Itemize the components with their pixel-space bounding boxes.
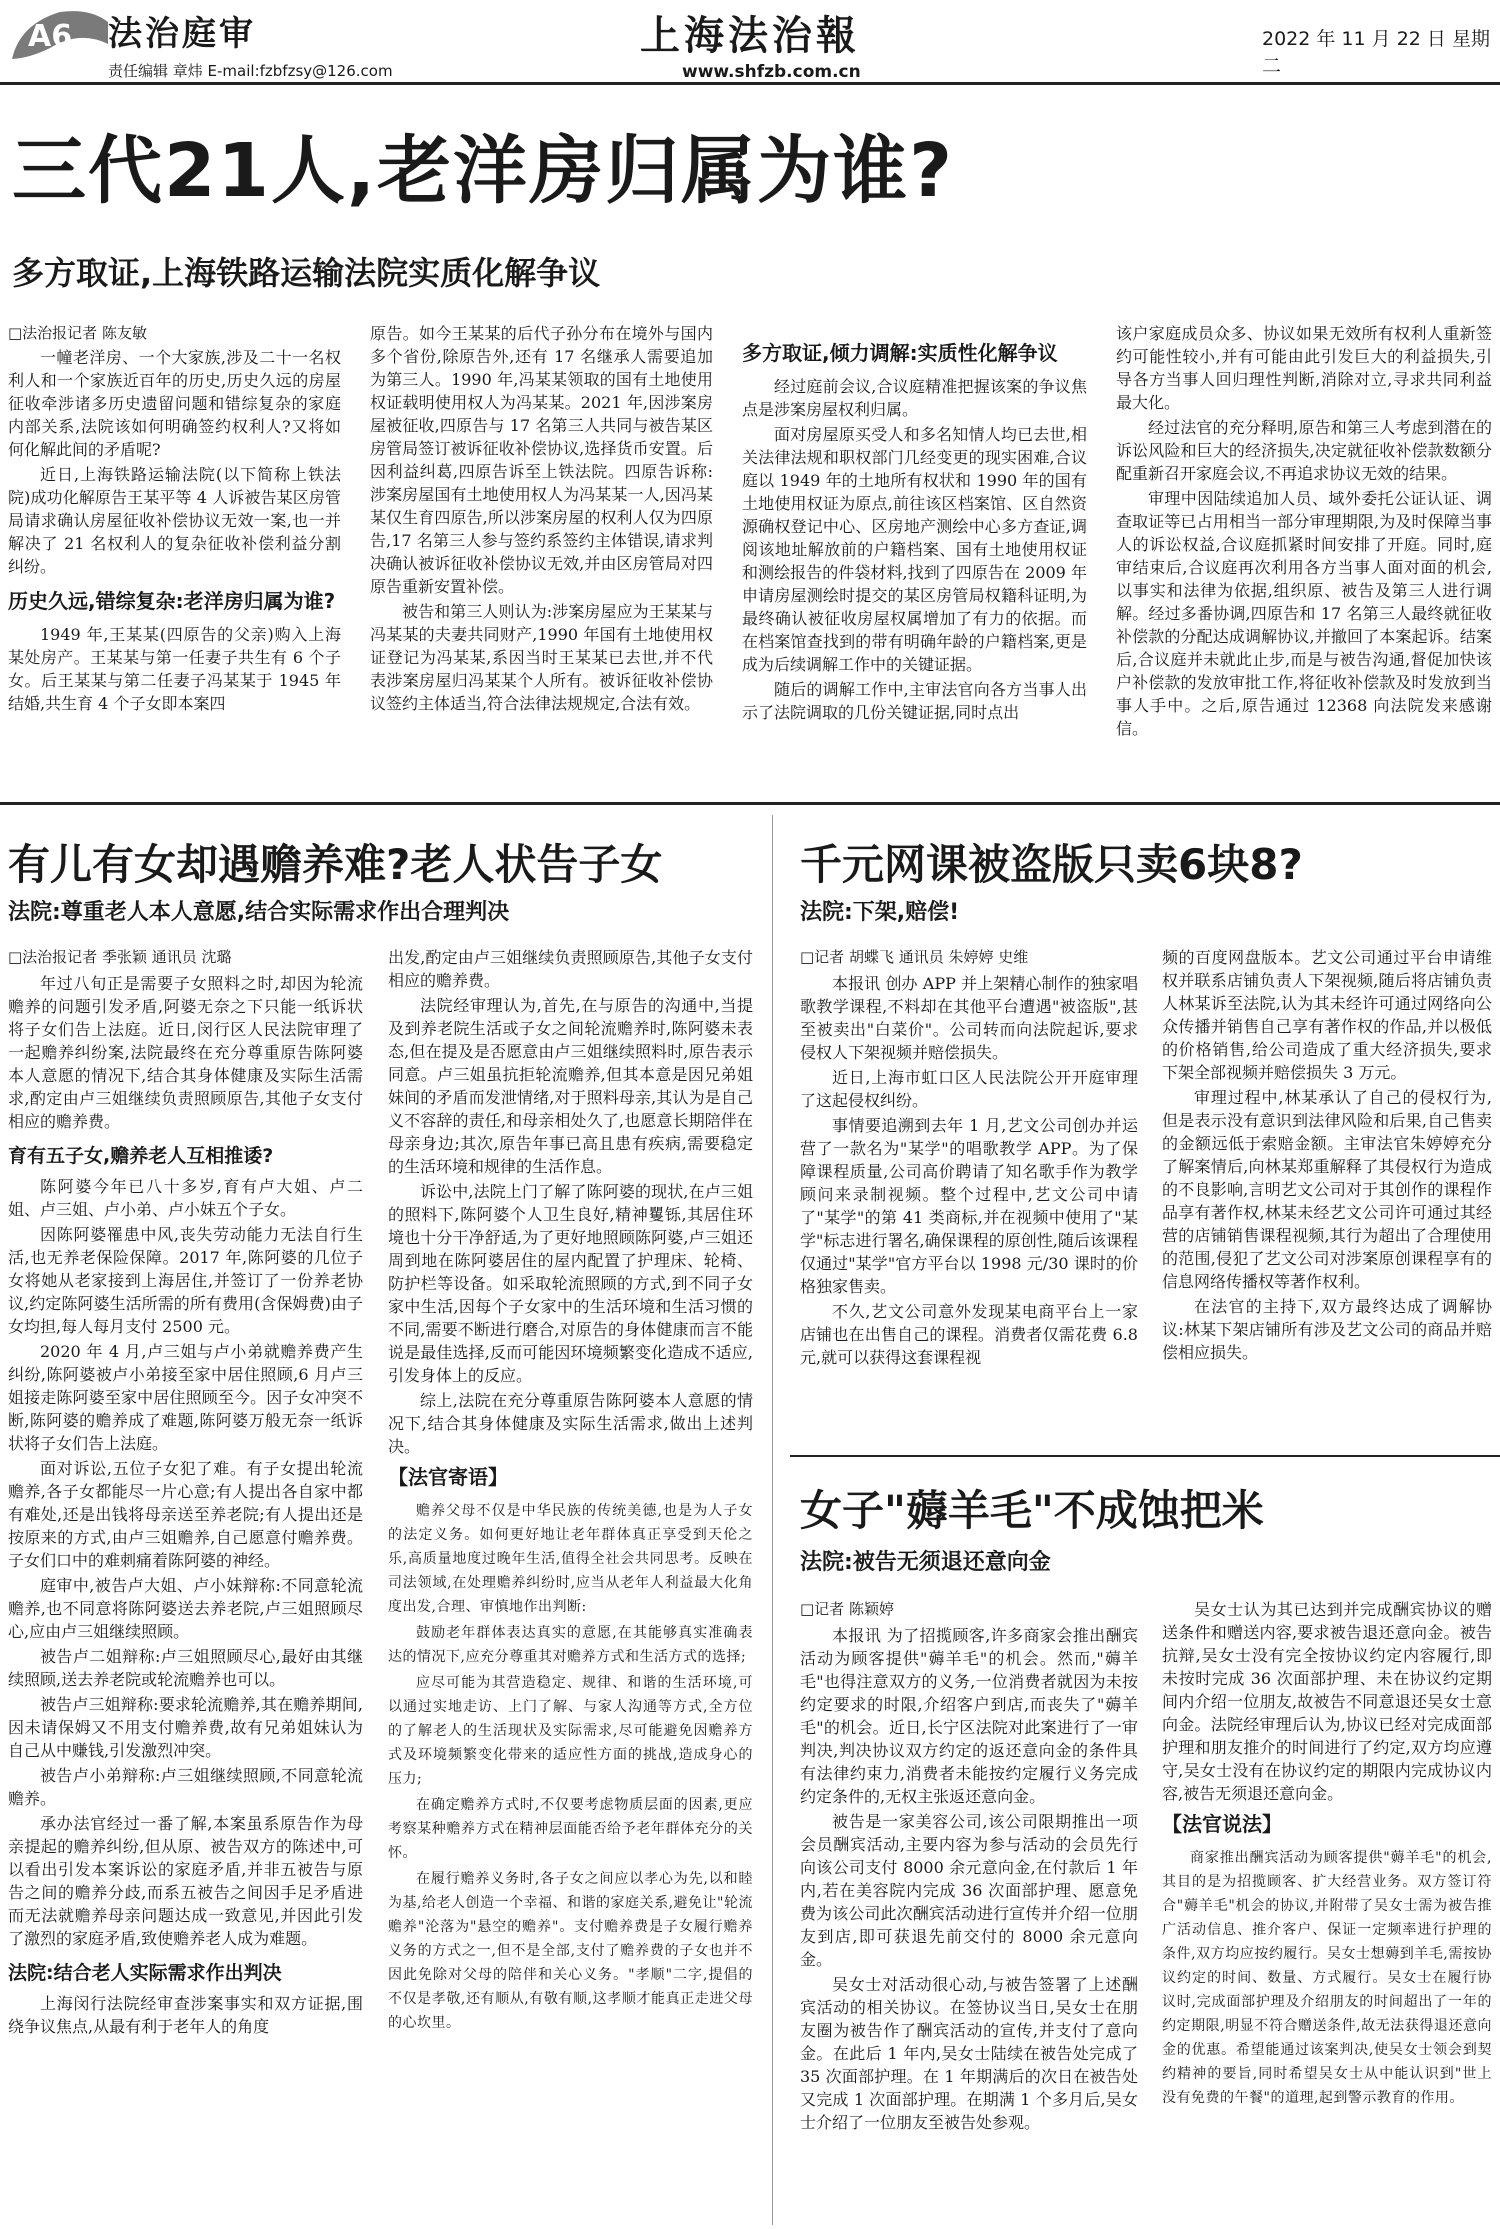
- article3-column-2: [1162, 946, 1492, 1442]
- article4-column-2: [1162, 1598, 1492, 2224]
- article4-byline: □记者 陈颖婷: [800, 1600, 894, 1618]
- paragraph: 年过八旬正是需要子女照料之时,却因为轮流赡养的问题引发矛盾,阿婆无奈之下只能一纸诉状将子女们告上法庭。近日,闵行区人民法院审理了一起赡养纠纷案,法院最终在充分尊重原告陈阿婆本人意愿的情况下,结合其身体健康及实际生活需求,酌定由卢三姐继续负责照顾原告,其他子女支付相应的赡养费。: [8, 974, 363, 1131]
- paragraph: 吴女士对活动很心动,与被告签署了上述酬宾活动的相关协议。在签协议当日,吴女士在朋友圈为被告作了酬宾活动的宣传,并支付了意向金。在此后 1 年内,吴女士陆续在被告处完成了 35 次面部护理。在 1 年期满后的次日在被告处又完成 1 次面部护理。在期满 1 个多月后,吴女士介绍了一位朋友至被告处参观。: [800, 1975, 1138, 2132]
- paragraph: 承办法官经过一番了解,本案虽系原告作为母亲提起的赡养纠纷,但从原、被告双方的陈述中,可以看出引发本案诉讼的家庭矛盾,并非五被告与原告之间的赡养分歧,而系五被告之间因手足矛盾进而无法就赡养母亲问题达成一致意见,并因此引发了激烈的家庭矛盾,致使赡养老人成为难题。: [8, 1814, 363, 1948]
- paragraph: 商家推出酬宾活动为顾客提供"薅羊毛"的机会,其目的是为招揽顾客、扩大经营业务。双方签订符合"薅羊毛"机会的协议,并附带了吴女士需为被告推广活动信息、推介客户、保证一定频率进行护理的条件,双方均应按约履行。吴女士想薅到羊毛,需按协议约定的时间、数量、方式履行。吴女士在履行协议时,完成面部护理及介绍朋友的时间超出了一年的约定期限,明显不符合赠送条件,故无法获得退还意向金的优惠。希望能通过该案判决,使吴女士领会到契约精神的要旨,同时希望吴女士从中能认识到"世上没有免费的午餐"的道理,起到警示教育的作用。: [1162, 1850, 1492, 2106]
- section-badge: [10, 4, 110, 64]
- paragraph: 被告卢二姐辩称:卢三姐照顾尽心,最好由其继续照顾,送去养老院或轮流赡养也可以。: [8, 1647, 363, 1689]
- paragraph: 1949 年,王某某(四原告的父亲)购入上海某处房产。王某某与第一任妻子共生有 6 个子女。后王某某与第二任妻子冯某某于 1945 年结婚,共生育 4 个子女即本案四: [8, 625, 341, 713]
- paragraph: 庭审中,被告卢大姐、卢小妹辩称:不同意轮流赡养,也不同意将陈阿婆送去养老院,卢三姐照顾尽心,应由卢三姐继续照顾。: [8, 1576, 363, 1641]
- article1-column-3: [742, 330, 1087, 792]
- header-rule: [0, 82, 1500, 85]
- paragraph: 被告卢三姐辩称:要求轮流赡养,其在赡养期间,因未请保姆又不用支付赡养费,故有兄弟姐妹认为自己从中赚钱,引发激烈冲突。: [8, 1695, 363, 1760]
- column-divider: [772, 815, 773, 2225]
- paragraph: 因陈阿婆罹患中风,丧失劳动能力无法自行生活,也无养老保险保障。2017 年,陈阿婆的几位子女将她从老家接到上海居住,并签订了一份养老协议,约定陈阿婆生活所需的所有费用(含保姆费)由子女均担,每人每月支付 2500 元。: [8, 1225, 363, 1336]
- article1-column-4: [1116, 322, 1492, 792]
- article2-column-1: [8, 972, 363, 2222]
- newspaper-masthead: 上海法治報: [640, 12, 860, 59]
- paragraph: 吴女士认为其已达到并完成酬宾协议的赠送条件和赠送内容,要求被告退还意向金。被告抗辩,吴女士没有完全按协议约定内容履行,即未按时完成 36 次面部护理、未在协议约定期间内介绍一位朋友,故被告不同意退还吴女士意向金。法院经审理后认为,协议已经对完成面部护理和朋友推介的时间进行了约定,双方均应遵守,吴女士没有在协议约定的期限内完成协议内容,被告无须退还意向金。: [1162, 1600, 1492, 1803]
- paragraph: 综上,法院在充分尊重原告陈阿婆本人意愿的情况下,结合其身体健康及实际生活需求,做出上述判决。: [388, 1391, 753, 1456]
- paragraph: 一幢老洋房、一个大家族,涉及二十一名权利人和一个家族近百年的历史,历史久远的房屋征收牵涉诸多历史遗留问题和错综复杂的家庭内部关系,法院该如何明确签约权利人?又将如何化解此间的矛盾呢?: [8, 348, 341, 459]
- article4-column-1: [800, 1624, 1138, 2224]
- paragraph: 该户家庭成员众多、协议如果无效所有权利人重新签约可能性较小,并有可能由此引发巨大的利益损失,引导各方当事人回归理性判断,消除对立,寻求共同利益最大化。: [1116, 324, 1492, 412]
- paragraph: 审理过程中,林某承认了自己的侵权行为,但是表示没有意识到法律风险和后果,自己售卖的金额远低于索赔金额。主审法官朱婷婷充分了解案情后,向林某郑重解释了其侵权行为造成的不良影响,言明艺文公司对于其创作的课程作品享有著作权,林某未经艺文公司许可通过其经营的店铺销售课程视频,其行为超出了合理使用的范围,侵犯了艺文公司对涉案原创课程享有的信息网络传播权等著作权利。: [1162, 1088, 1492, 1291]
- paragraph: 在确定赡养方式时,不仅要考虑物质层面的因素,更应考察某种赡养方式在精神层面能否给予老年群体充分的关怀。: [388, 1797, 753, 1861]
- article3-column-1: [800, 972, 1138, 1442]
- paragraph: 频的百度网盘版本。艺文公司通过平台申请维权并联系店铺负责人下架视频,随后将店铺负责人林某诉至法院,认为其未经许可通过网络向公众传播并销售自己享有著作权的作品,并以极低的价格销售,给公司造成了重大经济损失,要求下架全部视频并赔偿损失 3 万元。: [1162, 948, 1492, 1082]
- paragraph: 赡养父母不仅是中华民族的传统美德,也是为人子女的法定义务。如何更好地让老年群体真正享受到天伦之乐,高质量地度过晚年生活,值得全社会共同思考。反映在司法领域,在处理赡养纠纷时,应当从老年人利益最大化角度出发,合理、审慎地作出判断:: [388, 1503, 753, 1615]
- paragraph: 本报讯 为了招揽顾客,许多商家会推出酬宾活动为顾客提供"薅羊毛"的机会。然而,"薅羊毛"也得注意双方的义务,一位消费者就因为未按约定要求的时限,介绍客户到店,而丧失了"薅羊毛"的机会。近日,长宁区法院对此案进行了一审判决,判决协议双方约定的返还意向金的条件具有法律约束力,消费者未能按约定履行义务完成约定条件的,无权主张返还意向金。: [800, 1626, 1138, 1806]
- paragraph: 应尽可能为其营造稳定、规律、和谐的生活环境,可以通过实地走访、上门了解、与家人沟通等方式,全方位的了解老人的生活现状及实际需求,尽可能避免因赡养方式及环境频繁变化带来的适应性方面的挑战,造成身心的压力;: [388, 1675, 753, 1787]
- paragraph: 不久,艺文公司意外发现某电商平台上一家店铺也在出售自己的课程。消费者仅需花费 6.8 元,就可以获得这套课程视: [800, 1302, 1138, 1367]
- paragraph: 被告和第三人则认为:涉案房屋应为王某某与冯某某的夫妻共同财产,1990 年国有土地使用权证登记为冯某某,系因当时王某某已去世,并不代表涉案房屋归冯某某个人所有。被诉征收补偿协议签约主体适当,符合法律法规规定,合法有效。: [370, 602, 713, 713]
- section-number: A6: [28, 19, 73, 54]
- paragraph: 被告卢小弟辩称:卢三姐继续照顾,不同意轮流赡养。: [8, 1766, 363, 1808]
- editor-line: 责任编辑 章炜 E-mail:fzbfzsy@126.com: [108, 62, 393, 80]
- article1-bottom-rule: [0, 802, 1500, 805]
- paragraph: 诉讼中,法院上门了解了陈阿婆的现状,在卢三姐的照料下,陈阿婆个人卫生良好,精神矍铄,其居住环境也十分干净舒适,为了更好地照顾陈阿婆,卢三姐还周到地在陈阿婆居住的屋内配置了护理床、轮椅、防护栏等设备。如采取轮流照顾的方式,到不同子女家中生活,因每个子女家中的生活环境和生活习惯的不同,需要不断进行磨合,对原告的身体健康而言不能说是最佳选择,反而可能因环境频繁变化造成不适应,引发身体上的反应。: [388, 1182, 753, 1385]
- paragraph: 在法官的主持下,双方最终达成了调解协议:林某下架店铺所有涉及艺文公司的商品并赔偿相应损失。: [1162, 1297, 1492, 1362]
- paragraph: 在履行赡养义务时,各子女之间应以孝心为先,以和睦为基,给老人创造一个幸福、和谐的家庭关系,避免让"轮流赡养"沦落为"悬空的赡养"。支付赡养费是子女履行赡养义务的方式之一,但不是全部,支付了赡养费的子女也并不因此免除对父母的陪伴和关心义务。"孝顺"二字,提倡的不仅是孝敬,还有顺从,有敬有顺,这孝顺才能真正走进父母的心坎里。: [388, 1871, 753, 2031]
- paragraph: 经过庭前会议,合议庭精准把握该案的争议焦点是涉案房屋权利归属。: [742, 377, 1087, 419]
- article4-headline: 女子"薅羊毛"不成蚀把米: [800, 1486, 1264, 1535]
- website-url: www.shfzb.com.cn: [682, 62, 861, 82]
- paragraph: 法院经审理认为,首先,在与原告的沟通中,当提及到养老院生活或子女之间轮流赡养时,陈阿婆未表态,但在提及是否愿意由卢三姐继续照料时,原告表示同意。卢三姐虽抗拒轮流赡养,但其本意是因兄弟姐妹间的矛盾而发泄情绪,对于照料母亲,其认为是自己义不容辞的责任,和母亲相处久了,也愿意长期陪伴在母亲身边;其次,原告年事已高且患有疾病,需要稳定的生活环境和规律的生活作息。: [388, 996, 753, 1176]
- issue-date: 2022 年 11 月 22 日 星期二: [1262, 28, 1490, 77]
- paragraph: 面对房屋原买受人和多名知情人均已去世,相关法律法规和职权部门几经变更的现实困难,合议庭以 1949 年的土地所有权状和 1990 年的国有土地使用权证为原点,前往该区档案馆、区自然资源确权登记中心、区房地产测绘中心多方查证,调阅该地址解放前的户籍档案、国有土地使用权证和测绘报告的件袋材料,找到了四原告在 2009 年申请房屋测绘时提交的某区房管局权籍科证明,为最终确认被征收房屋权属增加了有力的依据。而在档案馆查找到的带有明确年龄的户籍档案,更是成为后续调解工作中的关键证据。: [742, 425, 1087, 674]
- paragraph: 陈阿婆今年已八十多岁,育有卢大姐、卢二姐、卢三姐、卢小弟、卢小妹五个子女。: [8, 1177, 363, 1219]
- paragraph: 审理中因陆续追加人员、域外委托公证认证、调查取证等已占用相当一部分审理期限,为及时保障当事人的诉讼权益,合议庭抓紧时间安排了开庭。同时,庭审结束后,合议庭再次利用各方当事人面对面的机会,以事实和法律为依据,组织原、被告及第三人进行调解。经过多番协调,四原告和 17 名第三人最终就征收补偿款的分配达成调解协议,并撤回了本案起诉。结案后,合议庭并未就此止步,而是与被告沟通,督促加快该户补偿款的发放审批工作,将征收补偿款及时发放到当事人手中。之后,原告通过 12368 向法院发来感谢信。: [1116, 489, 1492, 738]
- section-title: 法治庭审: [108, 14, 256, 54]
- article1-byline: □法治报记者 陈友敏: [8, 324, 147, 342]
- judge-explanation-heading: 【法官说法】: [1162, 1812, 1282, 1836]
- article1-section-heading-history: 历史久远,错综复杂:老洋房归属为谁?: [8, 589, 336, 613]
- article1-subheadline: 多方取证,上海铁路运输法院实质化解争议: [12, 254, 601, 292]
- article2-subheadline: 法院:尊重老人本人意愿,结合实际需求作出合理判决: [8, 900, 510, 925]
- article2-headline: 有儿有女却遇赡养难?老人状告子女: [8, 840, 663, 889]
- paragraph: 2020 年 4 月,卢三姐与卢小弟就赡养费产生纠纷,陈阿婆被卢小弟接至家中居住照顾,6 月卢三姐接走陈阿婆至家中居住照顾至今。因子女冲突不断,陈阿婆的赡养成了难题,陈阿婆万般无奈一纸诉状将子女们告上法庭。: [8, 1342, 363, 1453]
- article1-headline: 三代21人,老洋房归属为谁?: [12, 128, 955, 214]
- article2-section-heading-five-children: 育有五子女,赡养老人互相推诿?: [8, 1145, 274, 1167]
- paragraph: 原告。如今王某某的后代子孙分布在境外与国内多个省份,除原告外,还有 17 名继承人需要追加为第三人。1990 年,冯某某领取的国有土地使用权证载明使用权人为冯某某。2021 年,因涉案房屋被征收,四原告与 17 名第三人共同与被告某区房管局签订被诉征收补偿协议,选择货币安置。后因利益纠葛,四原告诉至上铁法院。四原告诉称:涉案房屋国有土地使用权人为冯某某一人,因冯某某仅生育四原告,所以涉案房屋的权利人仅为四原告,17 名第三人参与签约系签约主体错误,请求判决确认被诉征收补偿协议无效,并由区房管局对四原告重新安置补偿。: [370, 324, 713, 596]
- paragraph: 事情要追溯到去年 1 月,艺文公司创办并运营了一款名为"某学"的唱歌教学 APP。为了保障课程质量,公司高价聘请了知名歌手作为教学顾问来录制视频。整个过程中,艺文公司中请了"某学"的第 41 类商标,并在视频中使用了"某学"标志进行署名,确保课程的原创性,随后该课程仅通过"某学"官方平台以 1998 元/30 课时的价格独家售卖。: [800, 1116, 1138, 1296]
- article3-subheadline: 法院:下架,赔偿!: [800, 900, 960, 925]
- article1-column-1: [8, 346, 341, 791]
- article2-column-2: [388, 946, 753, 2222]
- paragraph: 鼓励老年群体表达真实的意愿,在其能够真实准确表达的情况下,应充分尊重其对赡养方式和生活方式的选择;: [388, 1625, 753, 1665]
- paragraph: 出发,酌定由卢三姐继续负责照顾原告,其他子女支付相应的赡养费。: [388, 948, 753, 990]
- judge-message-heading: 【法官寄语】: [388, 1465, 508, 1489]
- paragraph: 面对诉讼,五位子女犯了难。有子女提出轮流赡养,各子女都能尽一片心意;有人提出各自家中都有难处,还是出钱将母亲送至养老院;有人提出还是按原来的方式,由卢三姐赡养,自己愿意付赡养费。子女们口中的难刺痛着陈阿婆的神经。: [8, 1459, 363, 1570]
- article3-byline: □记者 胡蝶飞 通讯员 朱婷婷 史维: [800, 948, 1029, 966]
- article3-headline: 千元网课被盗版只卖6块8?: [800, 840, 1303, 889]
- paragraph: 随后的调解工作中,主审法官向各方当事人出示了法院调取的几份关键证据,同时点出: [742, 680, 1087, 722]
- paragraph: 被告是一家美容公司,该公司限期推出一项会员酬宾活动,主要内容为参与活动的会员先行向该公司支付 8000 余元意向金,在付款后 1 年内,若在美容院内完成 36 次面部护理、愿意免费为该公司此次酬宾活动进行宣传并介绍一位朋友到店,即可获退先前交付的 8000 余元意向金。: [800, 1812, 1138, 1969]
- paragraph: 上海闵行法院经审查涉案事实和双方证据,围绕争议焦点,从最有利于老年人的角度: [8, 1994, 363, 2036]
- article1-section-heading-evidence: 多方取证,倾力调解:实质性化解争议: [742, 341, 1058, 365]
- paragraph: 经过法官的充分释明,原告和第三人考虑到潜在的诉讼风险和巨大的经济损失,决定就征收补偿款数额分配重新召开家庭会议,不再追求协议无效的结果。: [1116, 418, 1492, 483]
- article2-byline: □法治报记者 季张颖 通讯员 沈璐: [8, 948, 232, 966]
- article2-section-heading-judgment: 法院:结合老人实际需求作出判决: [8, 1962, 282, 1984]
- article4-subheadline: 法院:被告无须退还意向金: [800, 1550, 1051, 1575]
- article3-bottom-rule: [790, 1455, 1500, 1457]
- paragraph: 近日,上海铁路运输法院(以下简称上铁法院)成功化解原告王某平等 4 人诉被告某区房管局请求确认房屋征收补偿协议无效一案,也一并解决了 21 名权利人的复杂征收补偿利益分割纠纷。: [8, 465, 341, 576]
- article1-column-2: [370, 322, 713, 792]
- paragraph: 本报讯 创办 APP 并上架精心制作的独家唱歌教学课程,不料却在其他平台遭遇"被盗版",甚至被卖出"白菜价"。公司转而向法院起诉,要求侵权人下架视频并赔偿损失。: [800, 974, 1138, 1062]
- paragraph: 近日,上海市虹口区人民法院公开开庭审理了这起侵权纠纷。: [800, 1068, 1138, 1110]
